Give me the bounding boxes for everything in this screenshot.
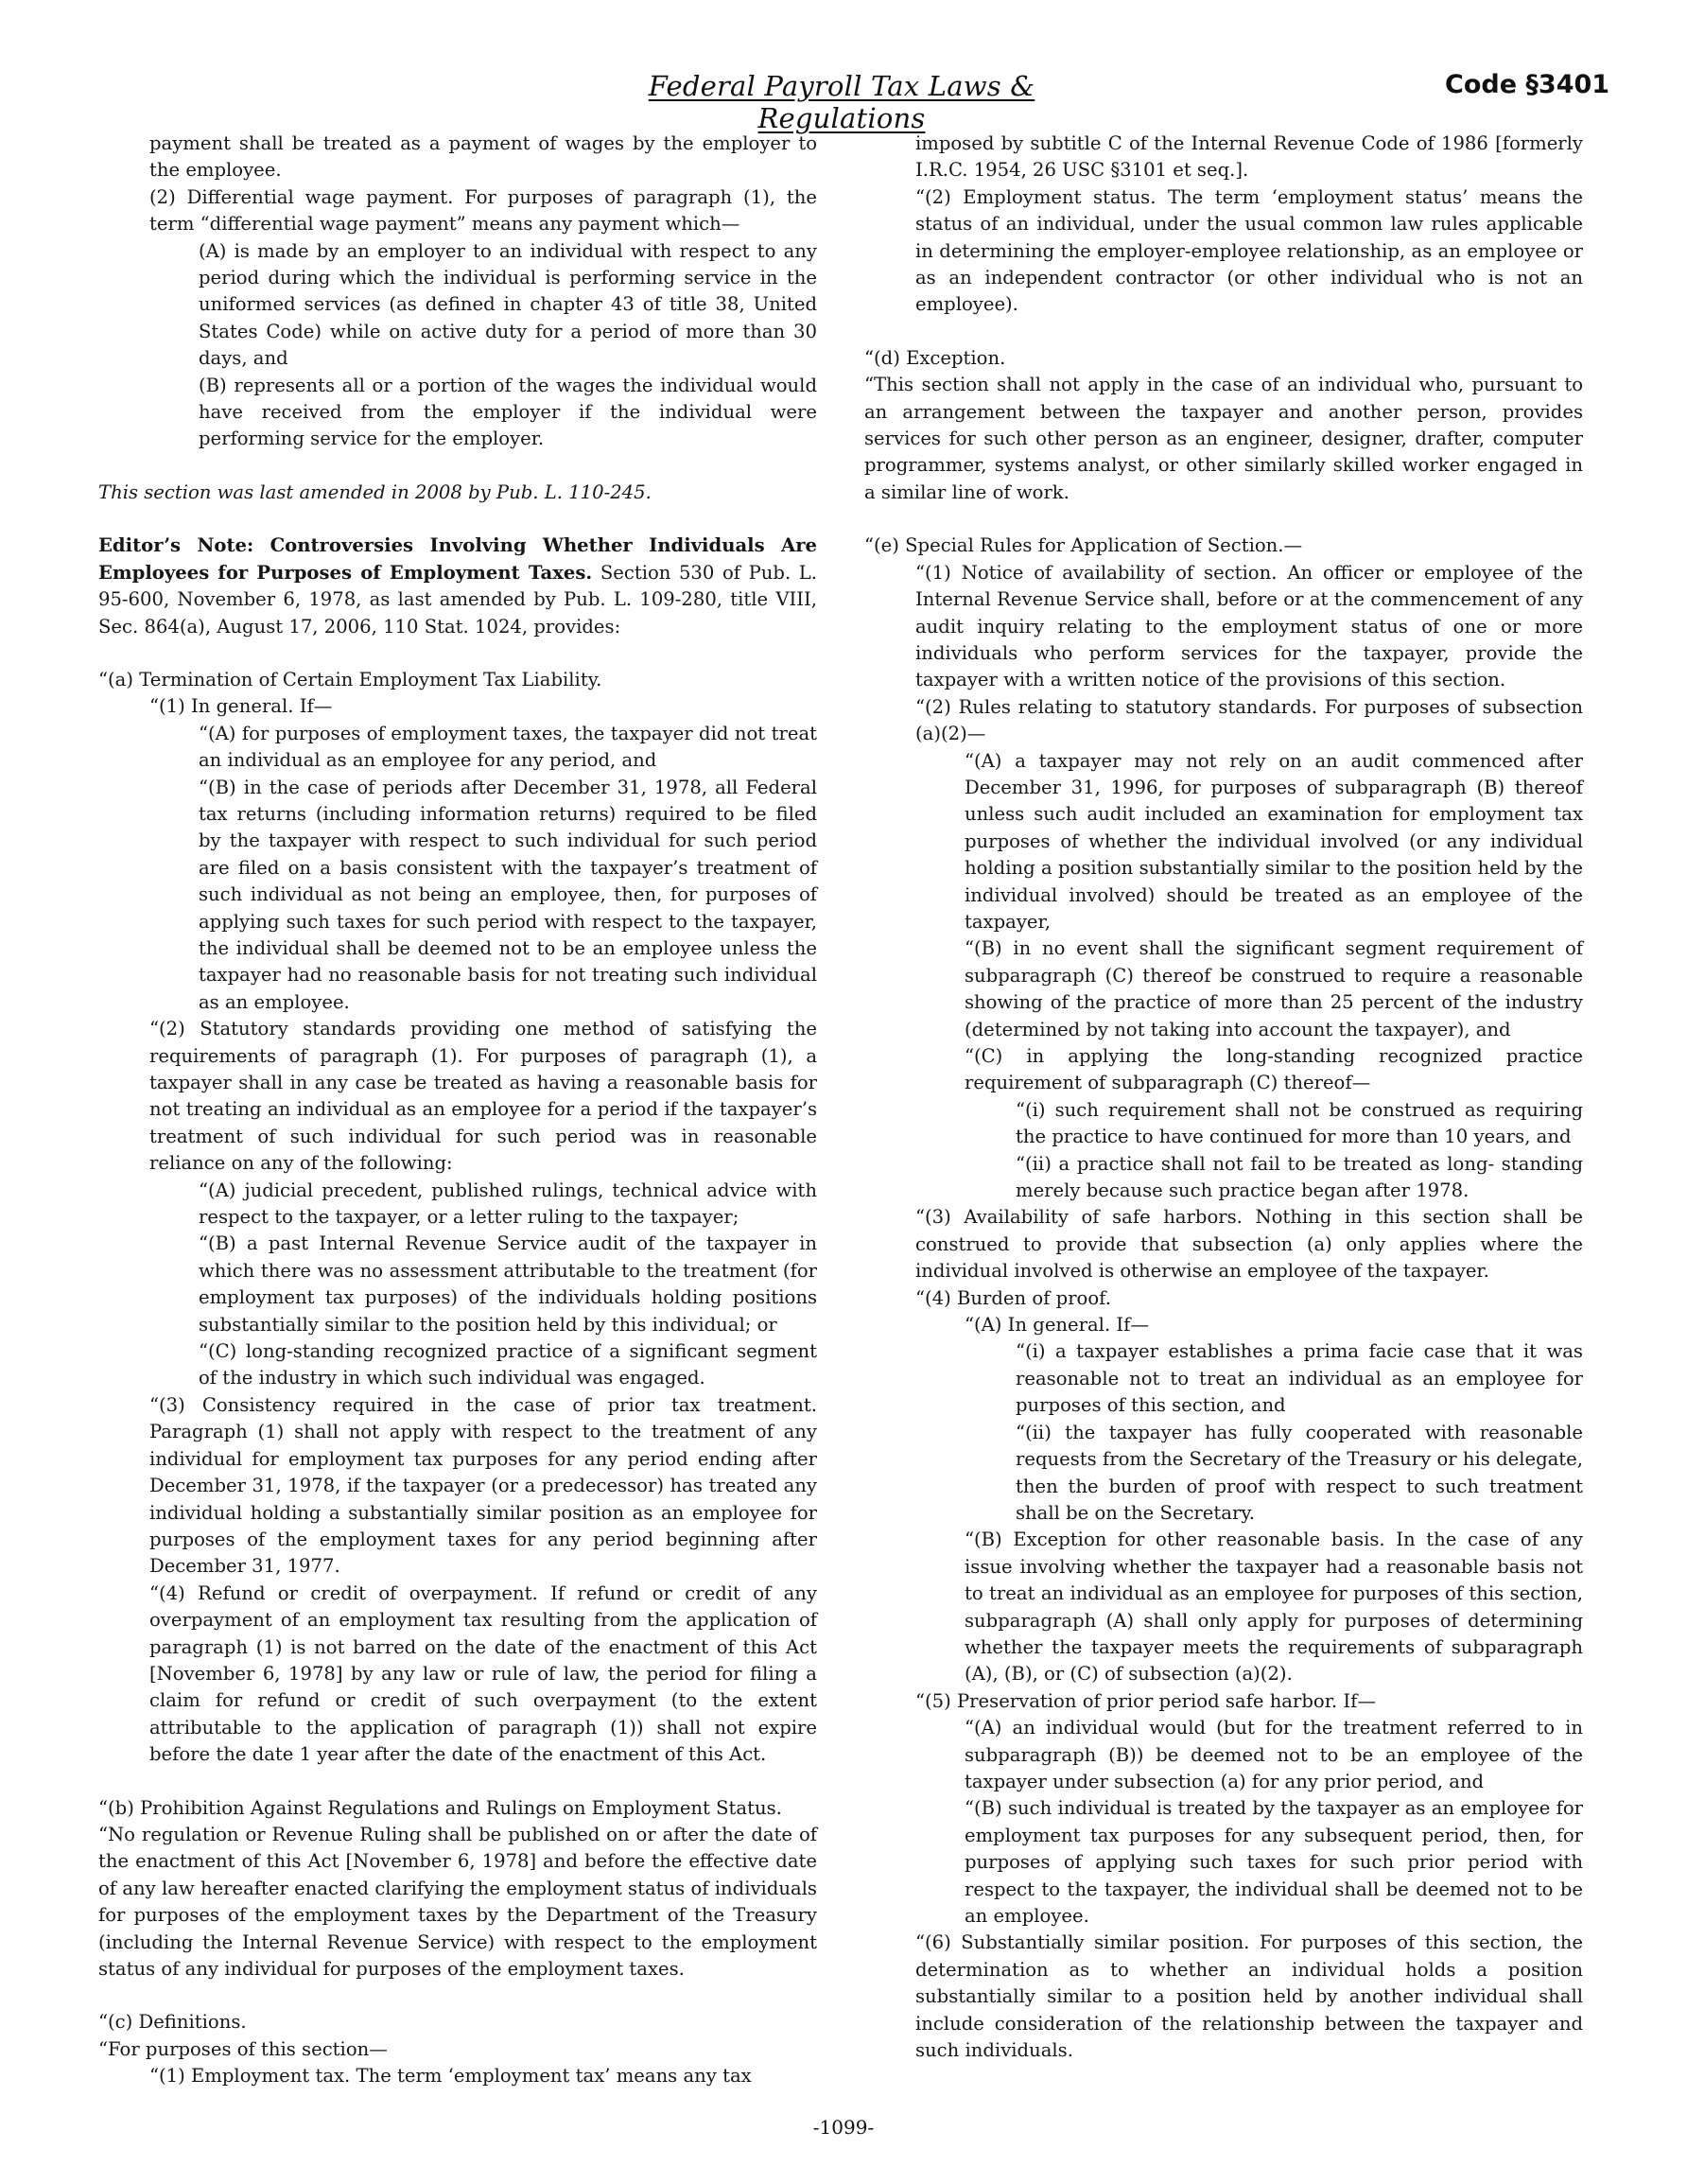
text-paragraph: “(2) Statutory standards providing one method of satisfying the requirements of paragraph (1). For purposes of paragraph (1), a taxpayer shall in any case be treated as having a reasonable basis for not treating an individual as an employee for a period if the taxpayer’s treatment of such individual for such period was in reasonable reliance on any of the following: [149,1018,817,1175]
text-paragraph: “(1) In general. If— [149,695,333,718]
text-paragraph: “(ii) the taxpayer has fully cooperated with reasonable requests from the Secretary of the Treasury or his delegate, then the burden of proof with respect to such treatment shall be on the Secretary. [1016,1421,1583,1524]
left-text-column [98,131,817,2090]
text-paragraph: “This section shall not apply in the case of an individual who, pursuant to an arrangement between the taxpayer and another person, provides services for such other person as an engineer, designer, drafter, computer programmer, systems analyst, or other similarly skilled worker engaged in a similar line of work. [864,374,1583,503]
text-paragraph: (2) Differential wage payment. For purposes of paragraph (1), the term “differential wage payment” means any payment which— [149,185,817,236]
paragraph-spacer [98,640,817,667]
text-paragraph: This section was last amended in 2008 by Pub. L. 110-245. [98,480,652,503]
text-paragraph: (B) represents all or a portion of the wages the individual would have received from the employer if the individual were performing service for the employer. [199,374,817,450]
paragraph-spacer [98,453,817,480]
text-paragraph: “(2) Employment status. The term ‘employment status’ means the status of an individual, under the usual common law rules applicable in determining the employer-employee relationship, as an employee or as an independent contractor (or other individual who is not an employee). [915,185,1583,316]
text-paragraph: “(1) Notice of availability of section. An officer or employee of the Internal Revenue Service shall, before or at the commencement of any audit inquiry relating to the employment status of one or more individuals who perform services for the taxpayer, provide the taxpayer with a written notice of the provisions of this section. [915,561,1583,691]
text-paragraph: “(2) Rules relating to statutory standards. For purposes of subsection (a)(2)— [915,695,1583,745]
text-paragraph: “(c) Definitions. [98,2011,247,2034]
paragraph-spacer [98,506,817,533]
text-paragraph: “(5) Preservation of prior period safe harbor. If— [915,1689,1376,1712]
text-paragraph: “(6) Substantially similar position. For purposes of this section, the determination as to whether an individual holds a position substantially similar to a position held by another individual shall include consideration of the relationship between the taxpayer and such individuals. [915,1931,1583,2062]
text-paragraph: “For purposes of this section— [98,2037,388,2060]
text-paragraph: “(3) Availability of safe harbors. Nothing in this section shall be construed to provide that subsection (a) only applies where the individual involved is otherwise an employee of the taxpayer. [915,1206,1583,1283]
text-paragraph: payment shall be treated as a payment of wages by the employer to the employee. [149,132,817,182]
text-paragraph: “(C) in applying the long-standing recognized practice requirement of subparagraph (C) thereof— [965,1045,1583,1094]
text-paragraph: “(d) Exception. [864,346,1006,369]
text-paragraph: “(B) Exception for other reasonable basis. In the case of any issue involving whether the taxpayer had a reasonable basis not to treat an individual as an employee for purposes of this section, subparagraph (A) shall only apply for purposes of determining whether the taxpayer meets the requirements of subparagraph (A), (B), or (C) of subsection (a)(2). [965,1529,1583,1686]
text-paragraph: “(A) a taxpayer may not rely on an audit commenced after December 31, 1996, for purposes of subparagraph (B) thereof unless such audit included an examination for employment tax purposes of whether the individual involved (or any individual holding a position substantially similar to the position held by the individual involved) should be treated as an employee of the taxpayer, [965,749,1583,933]
text-paragraph: imposed by subtitle C of the Internal Revenue Code of 1986 [formerly I.R.C. 1954, 26 USC §3101 et seq.]. [915,132,1583,182]
text-paragraph: “(3) Consistency required in the case of prior tax treatment. Paragraph (1) shall not apply with respect to the treatment of any individual for employment tax purposes for any period ending after December 31, 1978, if the taxpayer (or a predecessor) has treated any individual holding a substantially similar position as an employee for purposes of the employment taxes for any period beginning after December 31, 1977. [149,1393,817,1578]
text-paragraph: “(A) In general. If— [965,1314,1149,1337]
text-paragraph: “(B) in the case of periods after December 31, 1978, all Federal tax returns (including information returns) required to be filed by the taxpayer with respect to such individual for such period are filed on a basis consistent with the taxpayer’s treatment of such individual as not being an employee, then, for purposes of applying such taxes for such period with respect to the taxpayer, the individual shall be deemed not to be an employee unless the taxpayer had no reasonable basis for not treating such individual as an employee. [199,776,817,1013]
paragraph-spacer [864,506,1583,533]
text-paragraph: “No regulation or Revenue Ruling shall be published on or after the date of the enactment of this Act [November 6, 1978] and before the effective date of any law hereafter enacted clarifying the employment status of individuals for purposes of the employment taxes by the Department of the Treasury (including the Internal Revenue Service) with respect to the employment status of any individual for purposes of the employment taxes. [98,1823,817,1980]
text-paragraph: “(A) an individual would (but for the treatment referred to in subparagraph (B)) be deemed not to be an employee of the taxpayer under subsection (a) for any prior period, and [965,1717,1583,1792]
right-text-column [864,131,1583,2064]
text-paragraph: “(b) Prohibition Against Regulations and Rulings on Employment Status. [98,1796,782,1819]
page-number: -1099- [812,2116,875,2139]
text-paragraph: “(C) long-standing recognized practice of a significant segment of the industry in which such individual was engaged. [199,1340,817,1389]
text-paragraph: “(4) Refund or credit of overpayment. If refund or credit of any overpayment of an employment tax resulting from the application of paragraph (1) is not barred on the date of the enactment of this Act [November 6, 1978] by any law or rule of law, the period for filing a claim for refund or credit of such overpayment (to the extent attributable to the application of paragraph (1)) shall not expire before the date 1 year after the date of the enactment of this Act. [149,1581,817,1766]
text-paragraph [98,533,817,640]
text-paragraph: “(a) Termination of Certain Employment Tax Liability. [98,668,602,690]
text-paragraph: (A) is made by an employer to an individual with respect to any period during which the individual is performing service in the uniformed services (as defined in chapter 43 of title 38, United States Code) while on active duty for a period of more than 30 days, and [199,239,817,370]
text-paragraph: “(i) a taxpayer establishes a prima facie case that it was reasonable not to treat an individual as an employee for purposes of this section, and [1016,1340,1583,1417]
code-section-label: Code §3401 [1445,70,1610,99]
editors-note-body: Section 530 of Pub. L. 95-600, November 6, 1978, as last amended by Pub. L. 109-280, title VIII, Sec. 864(a), August 17, 2006, 110 Stat. 1024, provides: [98,561,817,638]
text-paragraph: “(ii) a practice shall not fail to be treated as long- standing merely because such practice began after 1978. [1016,1152,1583,1202]
text-paragraph: “(B) a past Internal Revenue Service audit of the taxpayer in which there was no assessment attributable to the treatment (for employment tax purposes) of the individuals holding positions substantially similar to the position held by this individual; or [199,1232,817,1336]
paragraph-spacer [864,319,1583,345]
text-paragraph: “(B) such individual is treated by the taxpayer as an employee for employment tax purposes for any subsequent period, then, for purposes of applying such taxes for such prior period with respect to the taxpayer, the individual shall be deemed not to be an employee. [965,1797,1583,1927]
text-paragraph: “(A) judicial precedent, published rulings, technical advice with respect to the taxpayer, or a letter ruling to the taxpayer; [199,1179,817,1229]
text-paragraph: “(A) for purposes of employment taxes, the taxpayer did not treat an individual as an employee for any period, and [199,722,817,772]
text-paragraph: “(B) in no event shall the significant segment requirement of subparagraph (C) thereof be construed to require a reasonable showing of the practice of more than 25 percent of the industry (determined by not taking into account the taxpayer), and [965,937,1583,1040]
text-paragraph: “(4) Burden of proof. [915,1286,1111,1309]
text-paragraph: “(1) Employment tax. The term ‘employment tax’ means any tax [149,2065,752,2088]
text-paragraph: “(i) such requirement shall not be construed as requiring the practice to have continued for more than 10 years, and [1016,1098,1583,1148]
paragraph-spacer [98,1983,817,2009]
paragraph-spacer [98,1769,817,1795]
running-header-title: Federal Payroll Tax Laws & Regulations [648,70,1035,134]
editors-note-heading: Editor’s Note: Controversies Involving Whether Individuals Are Employees for Purposes of Employment Taxes. [98,534,817,584]
text-paragraph: “(e) Special Rules for Application of Section.— [864,534,1303,557]
